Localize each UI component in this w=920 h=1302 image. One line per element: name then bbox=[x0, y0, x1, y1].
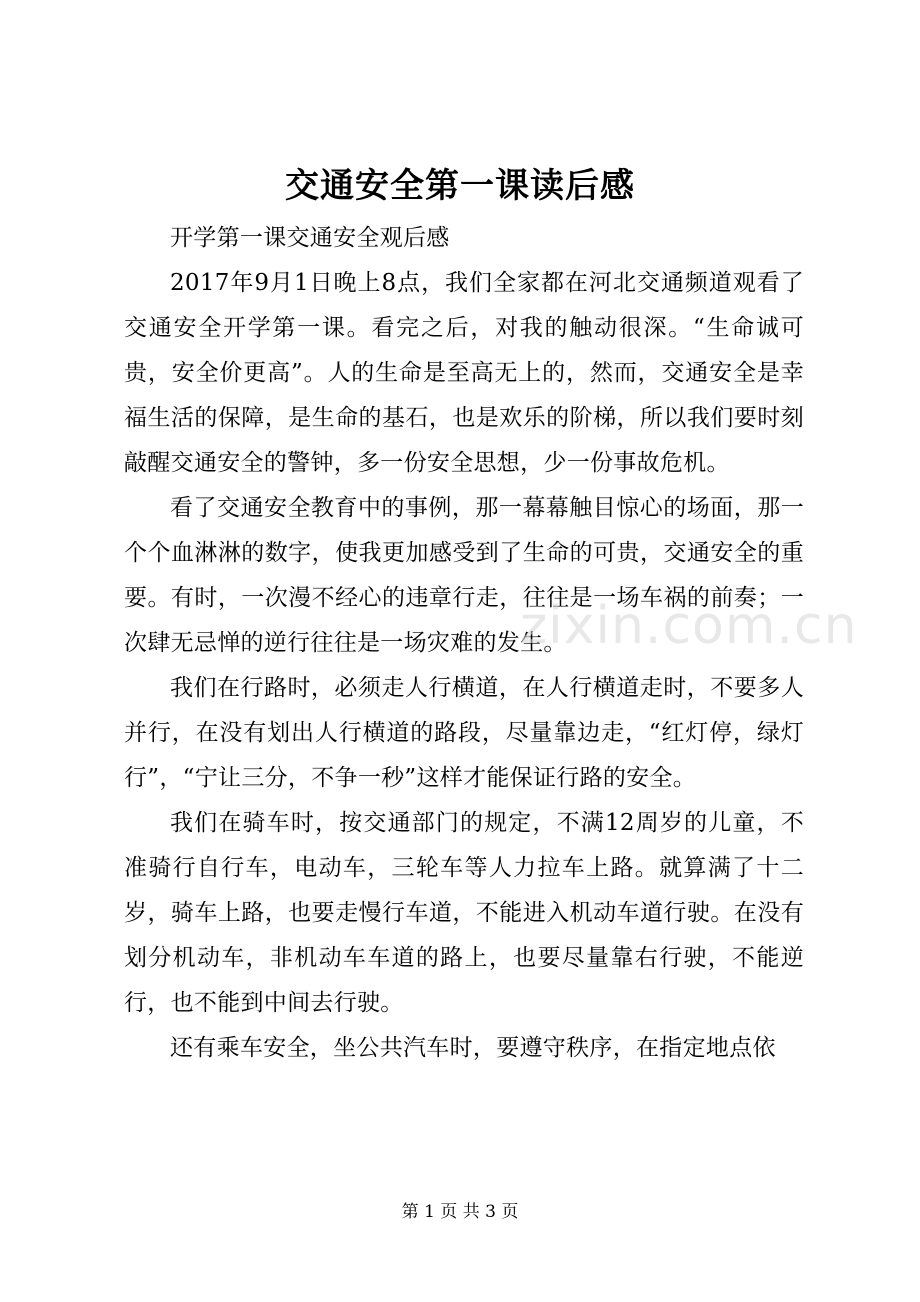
paragraph-4: 我们在骑车时，按交通部门的规定，不满12周岁的儿童，不准骑行自行车，电动车，三轮车等人力拉车上路。就算满了十二岁，骑车上路，也要走慢行车道，不能进入机动车道行驶。在没有划分机动车，非机动车车道的路上，也要尽量靠右行驶，不能逆行，也不能到中间去行驶。 bbox=[124, 810, 804, 1016]
paragraph-1: 2017年9月1日晚上8点，我们全家都在河北交通频道观看了交通安全开学第一课。看完之后，对我的触动很深。“生命诚可贵，安全价更高”。人的生命是至高无上的，然而，交通安全是幸福生活的保障，是生命的基石，也是欢乐的阶梯，所以我们要时刻敲醒交通安全的警钟，多一份安全思想，少一份事故危机。 bbox=[124, 270, 804, 476]
page-footer: 第 1 页 共 3 页 bbox=[401, 1202, 519, 1222]
paragraph-5: 还有乘车安全，坐公共汽车时，要遵守秩序，在指定地点依 bbox=[170, 1035, 776, 1061]
paragraph-2: 看了交通安全教育中的事例，那一幕幕触目惊心的场面，那一个个血淋淋的数字，使我更加感受到了生命的可贵，交通安全的重要。有时，一次漫不经心的违章行走，往往是一场车祸的前奏；一次肆无忌惮的逆行往往是一场灾难的发生。 bbox=[124, 495, 804, 656]
document-title: 交通安全第一课读后感 bbox=[285, 166, 635, 206]
watermark: zixin.com.cn bbox=[520, 596, 858, 656]
paragraph-3: 我们在行路时，必须走人行横道，在人行横道走时，不要多人并行，在没有划出人行横道的路段，尽量靠边走，“红灯停，绿灯行”，“宁让三分，不争一秒”这样才能保证行路的安全。 bbox=[124, 675, 804, 791]
document-body bbox=[124, 216, 804, 1071]
paragraph-subtitle: 开学第一课交通安全观后感 bbox=[170, 225, 450, 251]
